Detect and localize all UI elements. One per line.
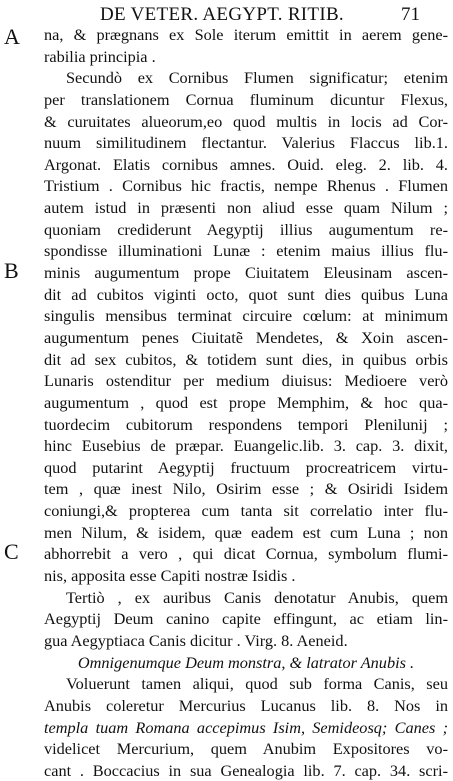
body-text	[44, 24, 448, 781]
text-line: dit ad cubitos viginti octo, quot sunt dies quibus Luna	[44, 284, 448, 304]
text-line: Omnigenumque Deum monstra, & latrator Anubis .	[77, 652, 415, 672]
text-line: autem istud in præsenti non aliud esse quam Nilum ;	[44, 198, 448, 218]
text-line: tuordecim cubitorum respondens tempori Plenilunij ;	[44, 414, 448, 434]
text-line: templa tuam Romana accepimus Isim, Semideosq; Canes ;	[44, 717, 448, 737]
text-line: men Nilum, & isidem, quæ eadem est cum Luna ; non	[44, 522, 448, 542]
text-line: nuum similitudinem flectantur. Valerius Flaccus lib.1.	[44, 133, 448, 153]
running-header	[0, 2, 453, 26]
text-line: tem , quæ inest Nilo, Osirim esse ; & Osiridi Isidem	[44, 479, 448, 499]
text-line: Tertiò , ex auribus Canis denotatur Anubis, quem	[66, 587, 448, 607]
text-line: na, & prægnans ex Sole iterum emittit in aerem gene-	[44, 25, 448, 44]
text-line: coniungi,& propterea cum tanta sit correlatio inter flu-	[44, 501, 448, 521]
text-line: videlicet Mercurium, quem Anubim Expositores vo-	[44, 739, 448, 759]
running-head-title: DE VETER. AEGYPT. RITIB.	[100, 4, 344, 25]
margin-letter-c: C	[4, 539, 19, 564]
text-line: Anubis coleretur Mercurius Lucanus lib. 8. Nos in	[44, 695, 448, 715]
text-line: nis, apposita esse Capiti nostræ Isidis .	[44, 566, 296, 586]
text-line: Argonat. Elatis cornibus amnes. Ouid. eleg. 2. lib. 4.	[44, 154, 448, 174]
text-line: dit ad sex cubitos, & totidem sunt dies, in quibus orbis	[44, 349, 448, 369]
text-line: minis augumentum prope Ciuitatem Eleusinam ascen-	[44, 263, 448, 283]
text-line: augumentum penes Ciuitatẽ Mendetes, & Xoin ascen-	[44, 327, 448, 347]
margin-letter-a: A	[4, 24, 20, 49]
text-line: Secundò ex Cornibus Flumen significatur; etenim	[66, 68, 448, 88]
text-line: Aegyptij Deum canino capite effingunt, ac etiam lin-	[44, 609, 448, 629]
text-line: rabilia principia .	[44, 46, 156, 66]
text-line: per translationem Cornua fluminum dicuntur Flexus,	[44, 89, 448, 109]
text-line: Tristium . Cornibus hic fractis, nempe Rhenus . Flumen	[44, 176, 448, 196]
text-line: augumentum , quod est prope Memphim, & hoc qua-	[44, 392, 448, 412]
text-line: abhorrebit a vero , qui dicat Cornua, symbolum flumi-	[44, 544, 448, 564]
margin-letter-b: B	[4, 258, 19, 283]
text-line: Lunaris ostenditur per medium diuisus: Medioere verò	[44, 371, 448, 391]
text-line: hinc Eusebius de præpar. Euangelic.lib. 3. cap. 3. dixit,	[44, 436, 448, 456]
text-line: quod putarint Aegyptij fructuum procreatricem virtu-	[44, 457, 448, 477]
text-line: singulis mensibus terminat circuire cœlum: at minimum	[44, 306, 448, 326]
text-line: cant . Boccacius in sua Genealogia lib. 7. cap. 34. scri-	[44, 760, 448, 780]
text-line: & curuitates alueorum,eo quod multis in locis ad Cor-	[44, 111, 448, 131]
text-line: quoniam crediderunt Aegyptij illius augumentum re-	[44, 219, 448, 239]
text-line: spondisse illuminationi Lunæ : etenim maius illius flu-	[44, 241, 448, 261]
text-line: Voluerunt tamen aliqui, quod sub forma Canis, seu	[66, 674, 448, 694]
page-number: 71	[401, 4, 420, 25]
text-line: gua Aegyptiaca Canis dicitur . Virg. 8. Aeneid.	[44, 630, 348, 650]
